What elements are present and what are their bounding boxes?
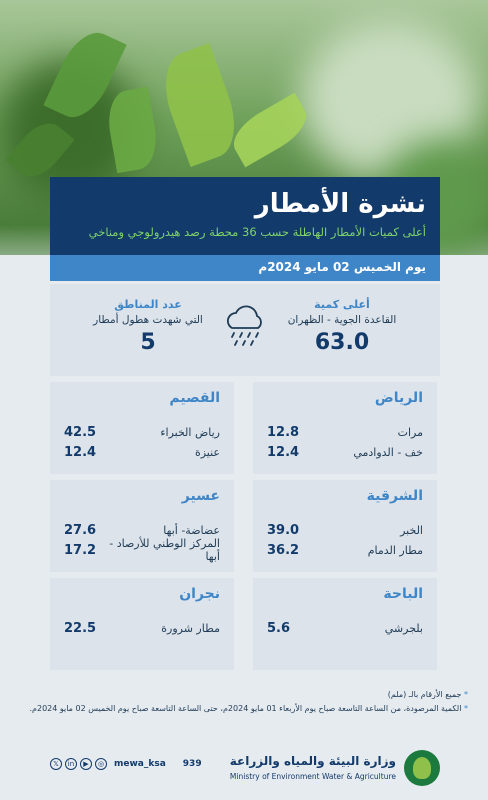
max-amount-label: أعلى كمية (314, 298, 370, 311)
station-row (267, 442, 423, 462)
max-amount-value: 63.0 (314, 330, 370, 355)
station-name: عنيزة (194, 445, 220, 459)
station-row (64, 442, 220, 462)
youtube-icon[interactable]: ▶ (80, 758, 92, 770)
rainfall-value: 36.2 (267, 542, 300, 558)
regions-count-label: عدد المناطق (114, 298, 182, 311)
page-subtitle: أعلى كميات الأمطار الهاطلة حسب 36 محطة رصد هيدرولوجي ومناخي (88, 225, 426, 239)
region-card-eastern (253, 480, 437, 572)
x-icon[interactable]: 𝕏 (50, 758, 62, 770)
station-name: مطار الدمام (367, 543, 423, 557)
station-row (267, 422, 423, 442)
regions-count-subtitle: التي شهدت هطول أمطار (93, 314, 203, 326)
region-card-qassim (50, 382, 234, 474)
rainfall-value: 22.5 (64, 620, 97, 636)
instagram-icon[interactable]: ◎ (95, 758, 107, 770)
region-card-najran (50, 578, 234, 670)
footnote-period: * الكمية المرصودة، من الساعة التاسعة صباح يوم الأربعاء 01 مايو 2024م، حتى الساعة التاسعة صباح يوم الخميس 02 مايو 2024م. (29, 704, 468, 713)
date-bar: يوم الخميس 02 مايو 2024م (50, 255, 440, 281)
rainfall-value: 17.2 (64, 542, 97, 558)
phone-number[interactable]: 939 (182, 759, 202, 769)
max-amount-station: القاعدة الجوية - الظهران (287, 314, 397, 326)
summary-panel (50, 284, 440, 376)
station-row (267, 540, 423, 560)
contact-bar (50, 758, 202, 770)
footnote-units: * جميع الأرقام بالـ (ملم) (387, 690, 468, 699)
station-row (64, 537, 220, 563)
region-title: الشرقية (366, 488, 423, 504)
rainfall-value: 27.6 (64, 522, 97, 538)
rainfall-value: 12.4 (64, 444, 97, 460)
ministry-name-arabic: وزارة البيئة والمياه والزراعة (229, 754, 396, 768)
region-title: الباحة (383, 586, 423, 602)
station-name: مرات (397, 425, 423, 439)
footer (0, 740, 488, 800)
region-card-baha (253, 578, 437, 670)
station-name: بلجرشي (384, 621, 423, 635)
station-row (64, 618, 220, 638)
region-title: عسير (181, 488, 220, 504)
rainfall-value: 12.4 (267, 444, 300, 460)
station-row (64, 422, 220, 442)
station-name: الخبر (400, 523, 423, 537)
regions-count-block (78, 298, 218, 355)
rain-cloud-icon (220, 302, 270, 352)
station-name: خف - الدوادمي (353, 445, 423, 459)
ministry-logo-icon (404, 750, 440, 786)
region-card-asir (50, 480, 234, 572)
station-name: عضاضة- أبها (163, 523, 220, 537)
region-title: الرياض (374, 390, 423, 406)
linkedin-icon[interactable]: in (65, 758, 77, 770)
regions-count-value: 5 (140, 330, 156, 355)
rainfall-value: 39.0 (267, 522, 300, 538)
footnotes (20, 688, 468, 716)
station-row (267, 618, 423, 638)
station-name: رياض الخبراء (160, 425, 220, 439)
station-row (267, 520, 423, 540)
rainfall-value: 42.5 (64, 424, 97, 440)
region-title: نجران (179, 586, 220, 602)
region-card-riyadh (253, 382, 437, 474)
region-title: القصيم (169, 390, 220, 406)
station-name: مطار شرورة (161, 621, 220, 635)
rainfall-value: 5.6 (267, 620, 291, 636)
social-handle[interactable]: mewa_ksa (114, 759, 166, 769)
page-title: نشرة الأمطار (254, 189, 426, 219)
bulletin-header (50, 177, 440, 255)
ministry-name-english: Ministry of Environment Water & Agriculture (229, 772, 396, 781)
station-name: المركز الوطني للأرصاد - أبها (109, 537, 220, 563)
max-amount-block (272, 298, 412, 355)
rainfall-value: 12.8 (267, 424, 300, 440)
